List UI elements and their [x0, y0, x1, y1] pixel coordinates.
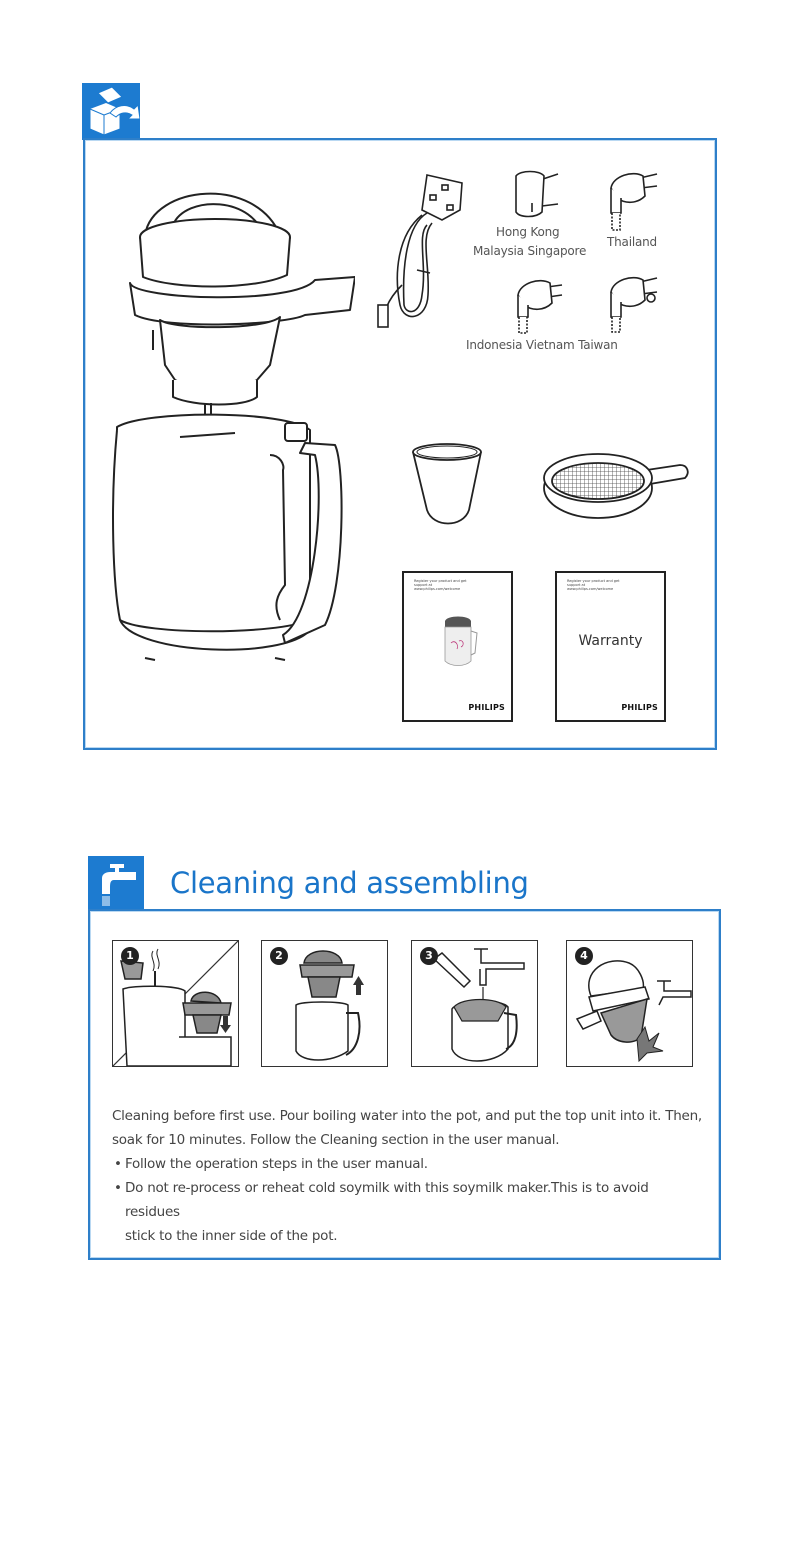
step-number-badge: 1: [121, 947, 139, 965]
warranty-title: Warranty: [578, 633, 643, 649]
section-title-cleaning: Cleaning and assembling: [170, 866, 529, 900]
soymilk-maker-illustration: [105, 165, 355, 675]
bullet-item-1: [112, 1152, 702, 1176]
plug-thailand-illustration: [605, 168, 660, 233]
bullet-2-text-line-1: Do not re-process or reheat cold soymilk with this soymilk maker.This is to avoid residues: [125, 1180, 649, 1220]
box-contents-icon-tab: [82, 83, 140, 140]
cleaning-instructions: [112, 1104, 702, 1248]
step-3-panel: [411, 940, 538, 1067]
bullet-1-text: Follow the operation steps in the user manual.: [125, 1156, 428, 1172]
plug-label-indonesia-vietnam-taiwan: Indonesia Vietnam Taiwan: [466, 338, 618, 352]
warranty-brand-logo: PHILIPS: [621, 703, 658, 712]
manual-header-text: Register your product and get support at www.philips.com/welcome: [414, 579, 467, 591]
manual-brand-logo: PHILIPS: [468, 703, 505, 712]
bullet-item-2: [112, 1176, 702, 1224]
faucet-icon: [88, 856, 144, 911]
warranty-header-text: Register your product and get support at www.philips.com/welcome: [567, 579, 620, 591]
power-cord-illustration: [372, 165, 467, 330]
bullet-item-2-continued: [112, 1224, 702, 1248]
step-1-panel: [112, 940, 239, 1067]
step-number-badge: 2: [270, 947, 288, 965]
measuring-cup-illustration: [405, 440, 490, 530]
step-number-badge: 4: [575, 947, 593, 965]
user-manual-booklet: [402, 571, 513, 722]
plug-label-thailand: Thailand: [607, 235, 657, 249]
box-unpacking-icon: [82, 83, 140, 140]
plug-vietnam-taiwan-illustration: [605, 272, 660, 334]
bullet-2-text-line-2: stick to the inner side of the pot.: [125, 1228, 338, 1244]
intro-line-2: soak for 10 minutes. Follow the Cleaning section in the user manual.: [112, 1132, 560, 1148]
step-number-badge: 3: [420, 947, 438, 965]
plug-indonesia-illustration: [512, 275, 567, 335]
intro-line-1: Cleaning before first use. Pour boiling water into the pot, and put the top unit into it. Then,: [112, 1108, 702, 1124]
step-2-panel: [261, 940, 388, 1067]
plug-label-hong-kong: Hong Kong: [496, 225, 560, 239]
bullet-icon: •: [114, 1180, 122, 1196]
plug-label-malaysia-singapore: Malaysia Singapore: [473, 244, 587, 258]
plug-uk-type-illustration: [510, 168, 560, 223]
warranty-booklet: [555, 571, 666, 722]
cleaning-icon-tab: [88, 856, 144, 911]
step-4-panel: [566, 940, 693, 1067]
filter-sieve-illustration: [540, 443, 690, 523]
manual-cover-product-image: [439, 613, 479, 668]
bullet-icon: •: [114, 1156, 122, 1172]
